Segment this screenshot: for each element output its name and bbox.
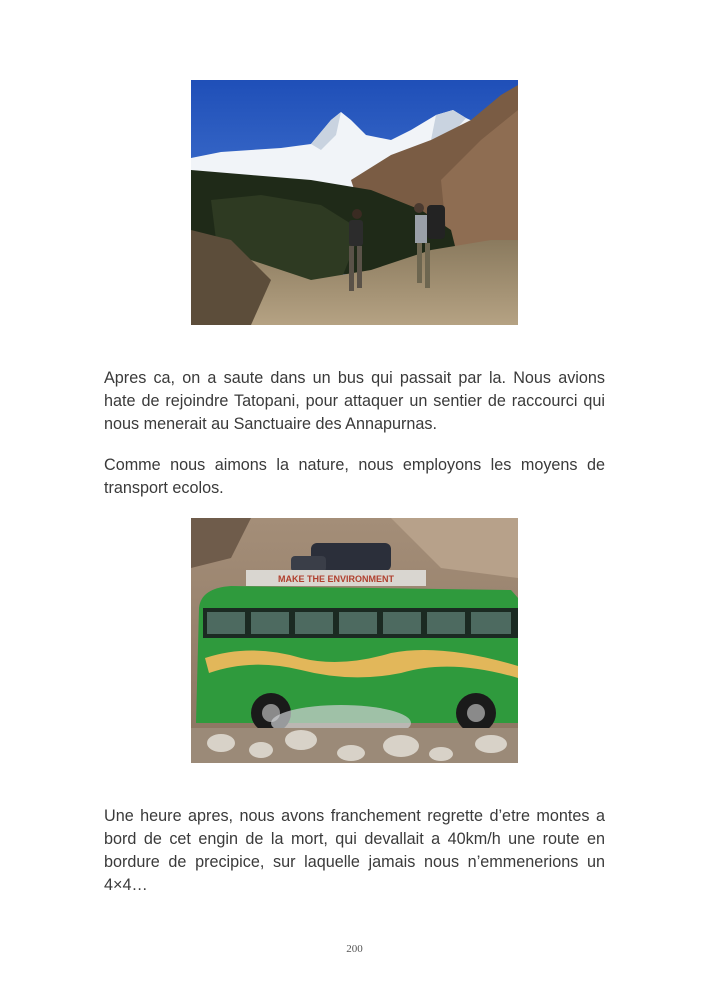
photo-hikers-mountains <box>191 80 518 325</box>
paragraph-regret: Une heure apres, nous avons franchement regrette d’etre montes a bord de cet engin de la mort, qui devallait a 40km/h une route en bordure de precipice, sur laquelle jamais nous n’emmenerions un 4×4… <box>104 807 605 894</box>
page-number: 200 <box>346 943 363 955</box>
paragraph-eco-transport: Comme nous aimons la nature, nous employons les moyens de transport ecolos. <box>104 456 605 497</box>
bus-sign: MAKE THE ENVIRONMENT <box>277 574 395 584</box>
photo-green-bus <box>191 518 518 763</box>
paragraph-bus-ride: Apres ca, on a saute dans un bus qui passait par la. Nous avions hate de rejoindre Tatopani, pour attaquer un sentier de raccourci qui nous menerait au Sanctuaire des Annapurnas. <box>104 369 605 433</box>
